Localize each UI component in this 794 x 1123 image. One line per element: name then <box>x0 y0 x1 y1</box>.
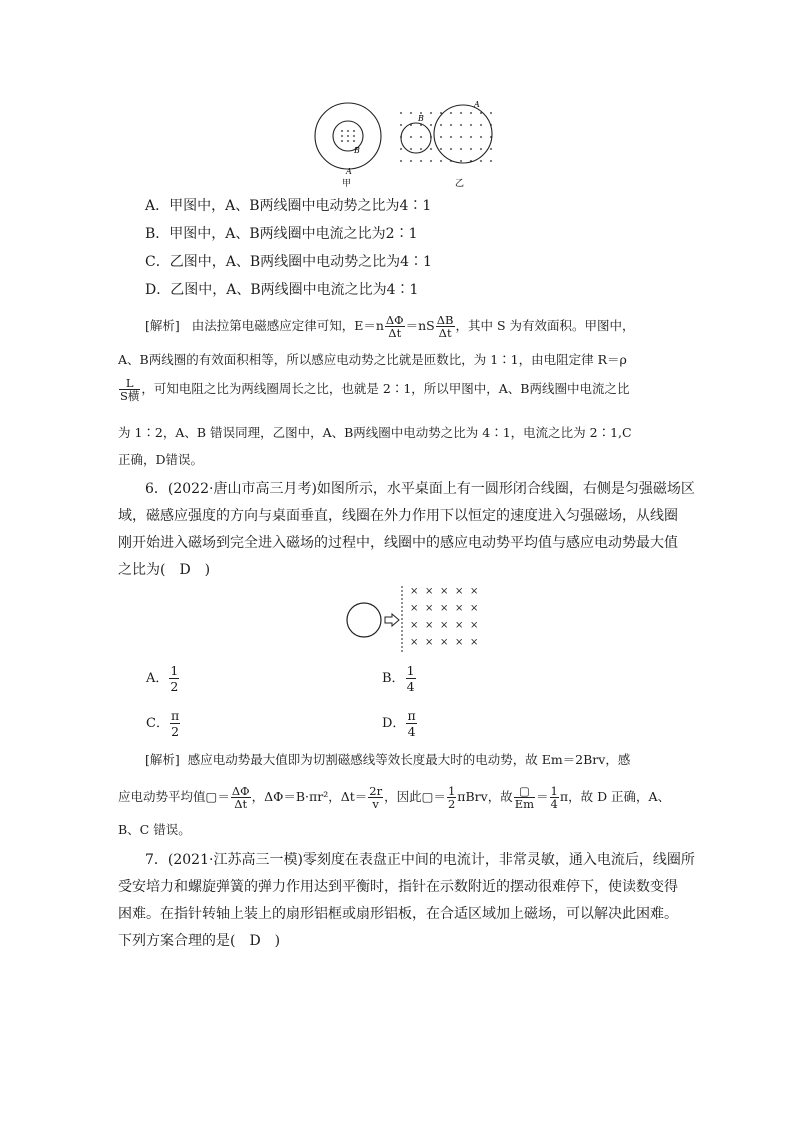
field-cross: × <box>440 620 449 631</box>
text: ＝nS <box>405 318 435 333</box>
field-cross: × <box>410 620 419 631</box>
field-dot <box>420 160 422 162</box>
q5-option-d: D．乙图中，A、B两线圈中电流之比为4∶1 <box>145 282 419 298</box>
coil-circle <box>347 603 381 637</box>
q6-stem-line3: 刚开始进入磁场到完全进入磁场的过程中，线圈中的感应电动势平均值与感应电动势最大值 <box>118 535 678 551</box>
field-dot <box>400 124 402 126</box>
field-dot <box>480 136 482 138</box>
q6-analysis-line2 <box>118 785 670 810</box>
option-label: A． <box>146 671 169 686</box>
q5-analysis-line1 <box>145 314 635 339</box>
figure-q6 <box>340 582 490 654</box>
field-dot <box>440 136 442 138</box>
q6-option-d <box>382 708 418 739</box>
text: ，其中 S 为有效面积。甲图中， <box>455 318 635 333</box>
figure-jia <box>315 103 381 189</box>
q7-stem-line4: 下列方案合理的是( D ) <box>118 933 281 949</box>
field-dot <box>430 160 432 162</box>
symbol: ▢ <box>205 789 218 804</box>
text: ＝ <box>536 789 549 804</box>
analysis-tag: [解析] <box>145 752 180 767</box>
option-label: D． <box>382 716 406 731</box>
field-cross: × <box>455 620 464 631</box>
fraction: $\frac{1}{2}$ <box>447 784 456 811</box>
q6-analysis-line3: B、C 错误。 <box>118 822 191 837</box>
field-dot <box>480 160 482 162</box>
fraction: $\frac{1}{4}$ <box>550 784 558 811</box>
field-dot <box>430 112 432 114</box>
figure-jia-yi <box>300 100 510 192</box>
field-dot <box>450 136 452 138</box>
fraction: $\frac{\pi}{2}$ <box>170 708 180 739</box>
option-label: C． <box>146 716 169 731</box>
field-cross: × <box>470 586 479 597</box>
field-cross: × <box>410 603 419 614</box>
text: ＝ <box>217 789 230 804</box>
field-dot <box>470 124 472 126</box>
q6-option-a <box>146 663 180 694</box>
text: π，故 D 正确，A、 <box>559 789 671 804</box>
q5-analysis-line5: 正确，D错误。 <box>118 452 204 467</box>
field-dot <box>460 124 462 126</box>
field-dot <box>440 160 442 162</box>
field-dot <box>450 112 452 114</box>
field-dot <box>450 124 452 126</box>
field-dot <box>480 124 482 126</box>
field-cross: × <box>410 637 419 648</box>
field-dot <box>410 160 412 162</box>
label-a-right: A <box>474 100 480 109</box>
label-yi: 乙 <box>455 179 465 189</box>
field-cross: × <box>440 603 449 614</box>
q6-analysis-line1 <box>145 750 630 770</box>
field-dot <box>410 136 412 138</box>
text: ，因此 <box>384 789 422 804</box>
field-cross: × <box>470 603 479 614</box>
fraction: $\frac{▢}{Em}$ <box>514 784 535 811</box>
field-dot <box>460 160 462 162</box>
text: 由法拉第电磁感应定律可知，E＝n <box>191 318 384 333</box>
field-cross: × <box>455 637 464 648</box>
q6-option-c <box>146 708 181 739</box>
field-dot <box>410 112 412 114</box>
fraction: $\frac{1}{4}$ <box>406 663 415 694</box>
fraction: $\frac{\Delta B}{\Delta t}$ <box>436 313 454 340</box>
label-b-right: B <box>418 114 424 123</box>
field-dot <box>470 112 472 114</box>
symbol: ▢ <box>421 789 434 804</box>
q6-option-b <box>382 663 417 694</box>
field-dot <box>430 124 432 126</box>
q5-analysis-line4: 为 1∶2，A、B 错误同理，乙图中，A、B两线圈中电动势之比为 4∶1，电流之比为 2∶1,C <box>118 425 632 440</box>
field-dot <box>420 136 422 138</box>
label-a-left: A <box>346 167 352 176</box>
figure-yi <box>400 100 492 189</box>
field-cross: × <box>440 586 449 597</box>
fraction: $\frac{\pi}{4}$ <box>407 708 416 739</box>
label-jia: 甲 <box>342 179 352 189</box>
field-dot <box>410 148 412 150</box>
field-dot <box>460 112 462 114</box>
fraction: $\frac{L}{\text{S横}}$ <box>120 376 140 403</box>
field-dot <box>460 136 462 138</box>
field-dot <box>470 148 472 150</box>
field-cross: × <box>470 637 479 648</box>
label-b-left: B <box>354 146 360 155</box>
text: πBrv，故 <box>457 789 513 804</box>
field-cross: × <box>455 586 464 597</box>
field-cross: × <box>470 620 479 631</box>
text: 应电动势平均值 <box>118 789 206 804</box>
field-dot <box>480 148 482 150</box>
field-cross: × <box>425 603 434 614</box>
field-cross: × <box>455 603 464 614</box>
q5-option-b: B．甲图中，A、B两线圈中电流之比为2∶1 <box>145 226 418 242</box>
q6-stem-line2: 域，磁感应强度的方向与桌面垂直，线圈在外力作用下以恒定的速度进入匀强磁场，从线圈 <box>118 508 678 524</box>
field-dot <box>460 148 462 150</box>
field-dot <box>490 148 492 150</box>
field-cross: × <box>425 637 434 648</box>
q5-analysis-line2: A、B两线圈的有效面积相等，所以感应电动势之比就是匝数比，为 1∶1，由电阻定律 R＝ρ <box>118 352 627 367</box>
field-dot <box>490 112 492 114</box>
field-cross: × <box>425 586 434 597</box>
field-cross: × <box>425 620 434 631</box>
field-dot <box>400 160 402 162</box>
option-label: B． <box>382 671 405 686</box>
field-cross: × <box>410 586 419 597</box>
q6-stem-line1: 6．(2022·唐山市高三月考)如图所示，水平桌面上有一圆形闭合线圈，右侧是匀强磁场区 <box>145 481 695 497</box>
text: ，ΔΦ＝B·πr²，Δt＝ <box>251 789 368 804</box>
field-dot <box>430 148 432 150</box>
q7-stem-line1: 7．(2021·江苏高三一模)零刻度在表盘正中间的电流计，非常灵敏，通入电流后，线圈所 <box>145 852 695 868</box>
fraction: $\frac{\Delta\Phi}{\Delta t}$ <box>385 313 404 340</box>
field-dot <box>400 148 402 150</box>
field-dot <box>400 112 402 114</box>
q5-option-a: A．甲图中，A、B两线圈中电动势之比为4∶1 <box>145 198 432 214</box>
q5-analysis-line3 <box>118 377 629 402</box>
fraction: $\frac{\Delta\Phi}{\Delta t}$ <box>231 784 250 811</box>
field-dot <box>440 124 442 126</box>
field-dot <box>420 148 422 150</box>
q7-stem-line3: 困难。在指针转轴上装上的扇形铝框或扇形铝板，在合适区域加上磁场，可以解决此困难。 <box>118 906 678 922</box>
field-dot <box>440 148 442 150</box>
q6-stem-line4: 之比为( D ) <box>118 562 211 578</box>
q7-stem-line2: 受安培力和螺旋弹簧的弹力作用达到平衡时，指针在示数附近的摆动很难停下，使读数变得 <box>118 879 678 895</box>
q5-option-c: C．乙图中，A、B两线圈中电动势之比为4∶1 <box>145 254 432 270</box>
fraction: $\frac{2r}{v}$ <box>369 784 383 811</box>
coil-a-large <box>434 105 492 163</box>
text: ，可知电阻之比为两线圈周长之比，也就是 2∶1，所以甲图中，A、B两线圈中电流之比 <box>141 381 630 396</box>
field-dot <box>490 160 492 162</box>
coil-b-small <box>401 123 431 153</box>
velocity-arrow <box>385 614 399 626</box>
text: 感应电动势最大值即为切割磁感线等效长度最大时的电动势，故 Em＝2Brv，感 <box>187 752 631 767</box>
field-dot <box>470 136 472 138</box>
analysis-tag: [解析] <box>145 318 180 333</box>
field-cross: × <box>440 637 449 648</box>
text: ＝ <box>433 789 446 804</box>
fraction: $\frac{1}{2}$ <box>170 663 179 694</box>
field-dot <box>450 148 452 150</box>
